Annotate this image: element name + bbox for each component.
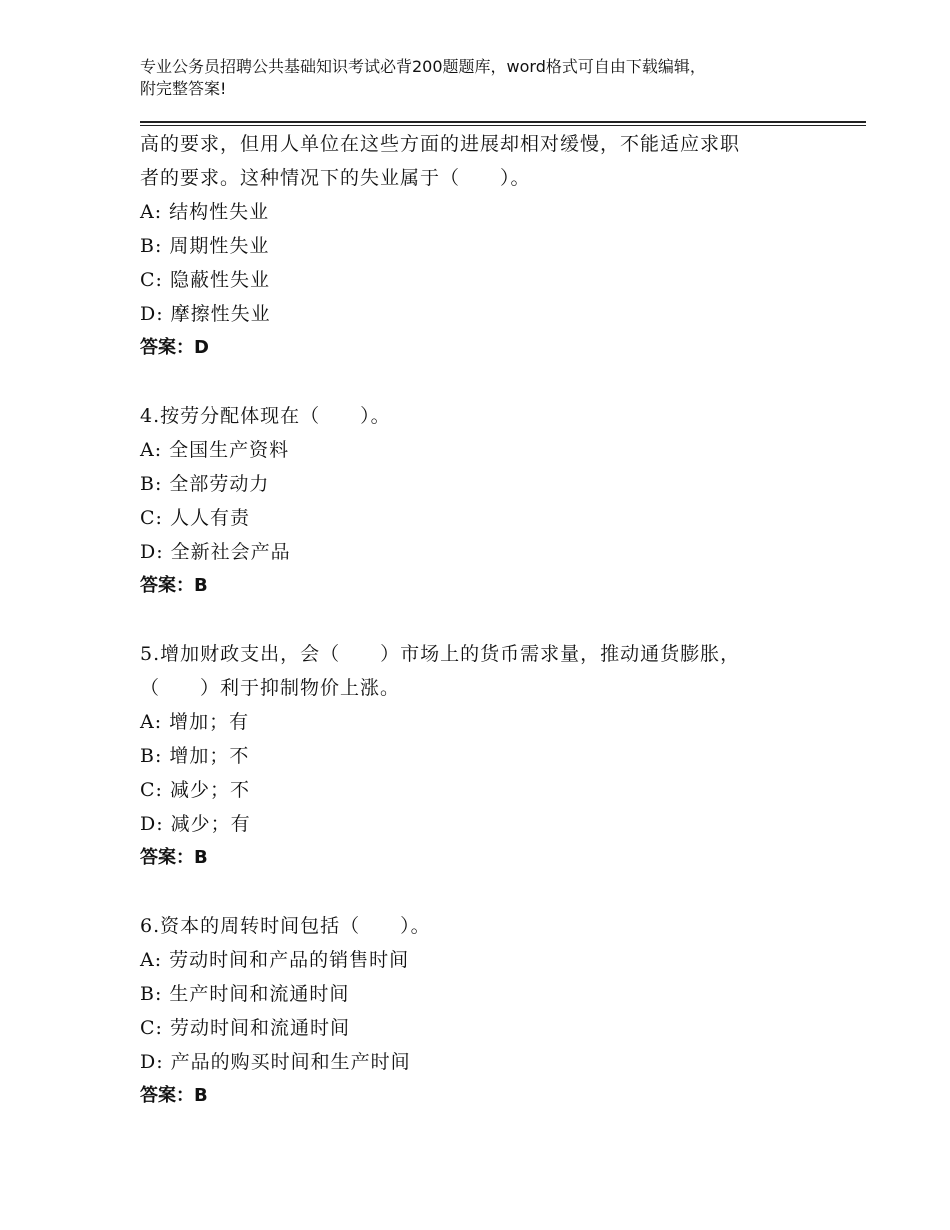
header-line-2: 附完整答案! xyxy=(140,79,227,98)
answer-label: 答案：B xyxy=(140,575,208,596)
question-stem-line: 6.资本的周转时间包括（ ）。 xyxy=(140,915,431,937)
option-d: D: 产品的购买时间和生产时间 xyxy=(140,1051,411,1073)
option-c: C: 劳动时间和流通时间 xyxy=(140,1017,350,1039)
option-b: B: 增加；不 xyxy=(140,745,250,767)
option-b: B: 全部劳动力 xyxy=(140,473,270,495)
question-5 xyxy=(140,637,860,875)
question-continuation xyxy=(140,127,860,365)
option-d: D: 全新社会产品 xyxy=(140,541,291,563)
answer-label: 答案：B xyxy=(140,1085,208,1106)
option-c: C: 人人有责 xyxy=(140,507,250,529)
page-header xyxy=(140,56,840,100)
question-6 xyxy=(140,909,860,1113)
option-b: B: 生产时间和流通时间 xyxy=(140,983,350,1005)
option-b: B: 周期性失业 xyxy=(140,235,270,257)
option-c: C: 隐蔽性失业 xyxy=(140,269,270,291)
question-4 xyxy=(140,399,860,603)
option-a: A: 全国生产资料 xyxy=(140,439,290,461)
option-d: D: 减少；有 xyxy=(140,813,251,835)
header-line-1: 专业公务员招聘公共基础知识考试必背200题题库，word格式可自由下载编辑， xyxy=(140,57,706,76)
option-c: C: 减少；不 xyxy=(140,779,250,801)
question-list xyxy=(140,127,860,1113)
question-stem-line: 者的要求。这种情况下的失业属于（ ）。 xyxy=(140,167,531,189)
question-stem-line: 高的要求，但用人单位在这些方面的进展却相对缓慢，不能适应求职 xyxy=(140,133,741,155)
option-d: D: 摩擦性失业 xyxy=(140,303,271,325)
option-a: A: 结构性失业 xyxy=(140,201,270,223)
answer-label: 答案：D xyxy=(140,337,209,358)
question-stem-line: 4.按劳分配体现在（ ）。 xyxy=(140,405,391,427)
option-a: A: 劳动时间和产品的销售时间 xyxy=(140,949,410,971)
answer-label: 答案：B xyxy=(140,847,208,868)
option-a: A: 增加；有 xyxy=(140,711,250,733)
question-stem-line: 5.增加财政支出，会（ ）市场上的货币需求量，推动通货膨胀， xyxy=(140,643,741,665)
question-stem-line: （ ）利于抑制物价上涨。 xyxy=(140,677,401,699)
